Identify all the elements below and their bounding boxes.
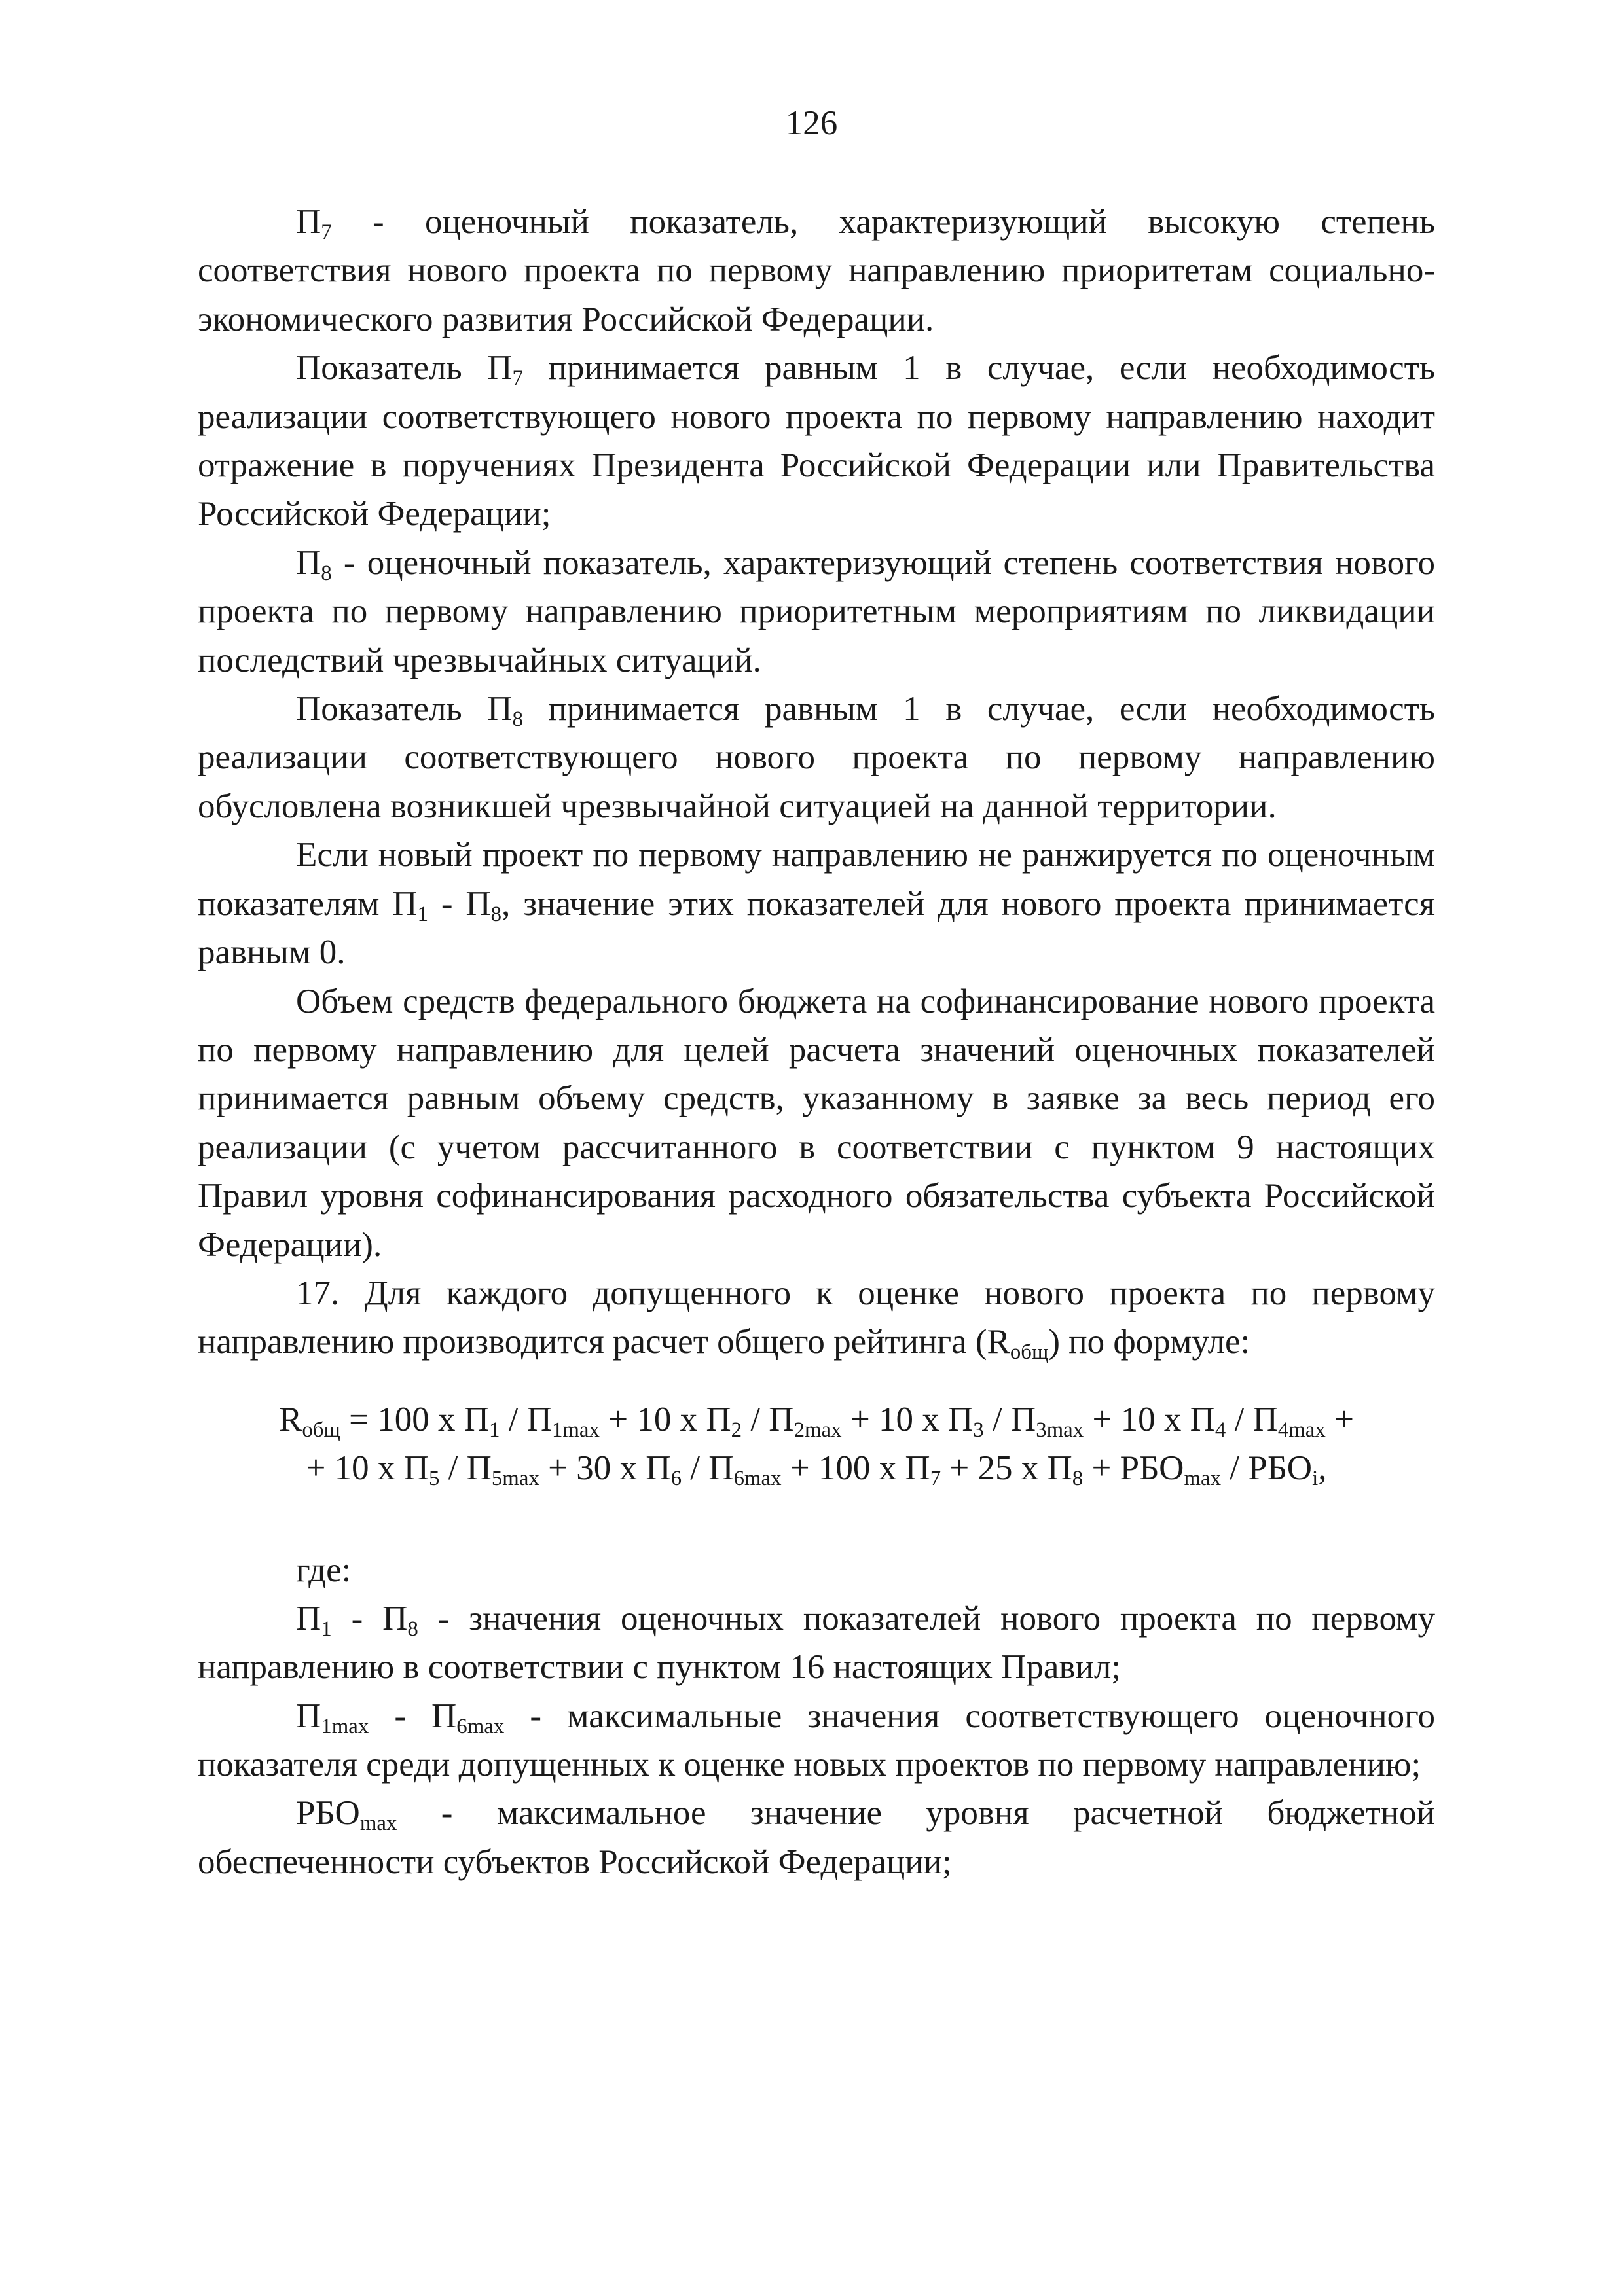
formula-part: + РБО (1083, 1448, 1184, 1487)
paragraph-text: принимается равным 1 в случае, если необходимость реализации соответствующего нового проекта по первому направлению находит отражение в поручениях Президента Российской Федерации или Правительства Российской Федерации; (198, 349, 1444, 533)
rating-formula (198, 1395, 1435, 1492)
formula-subscript: 4max (1277, 1418, 1326, 1442)
paragraph-item-17 (198, 1269, 1444, 1367)
formula-part: / РБО (1221, 1448, 1313, 1487)
formula-subscript: 1 (489, 1418, 500, 1442)
paragraph-text: Если новый проект по первому направлению не ранжируется по оценочным показателям П (198, 836, 1444, 923)
formula-subscript: 4 (1214, 1418, 1226, 1442)
symbol: П (296, 1599, 321, 1638)
page-number: 126 (785, 104, 838, 142)
formula-subscript: 5 (428, 1466, 440, 1490)
symbol: - П (331, 1599, 408, 1638)
subscript: 7 (512, 367, 523, 391)
formula-part: / П (742, 1400, 794, 1439)
formula-part: / П (682, 1448, 734, 1487)
subscript: 8 (490, 902, 502, 926)
formula-part: + 100 х П (781, 1448, 930, 1487)
subscript: 8 (407, 1617, 418, 1641)
paragraph-text: - оценочный показатель, характеризующий степень соответствия нового проекта по первому направлению приоритетным мероприятиям по ликвидации последствий чрезвычайных ситуаций. (198, 543, 1444, 679)
formula-subscript: 2max (793, 1418, 842, 1442)
formula-subscript: 8 (1072, 1466, 1084, 1490)
formula-part: + 30 х П (539, 1448, 671, 1487)
formula-subscript: общ (302, 1418, 340, 1442)
paragraph-text: Показатель П (296, 690, 513, 728)
subscript: 7 (321, 221, 332, 245)
paragraph-not-ranked (198, 831, 1444, 977)
subscript: 8 (512, 708, 523, 732)
formula-subscript: 1max (551, 1418, 600, 1442)
formula-subscript: max (1184, 1466, 1222, 1490)
formula-part: + 10 х П (841, 1400, 974, 1439)
formula-part: + 10 х П (306, 1448, 429, 1487)
subscript: общ (1010, 1340, 1049, 1365)
formula-subscript: 2 (731, 1418, 742, 1442)
symbol: П (296, 1696, 321, 1735)
paragraph-p7-definition (198, 198, 1444, 344)
symbol: П (296, 543, 321, 582)
definition-p1max-p6max (198, 1692, 1444, 1789)
paragraph-p7-rule (198, 344, 1444, 539)
formula-part: / П (1226, 1400, 1278, 1439)
paragraph-text: - максимальные значения соответствующего оценочного показателя среди допущенных к оценке новых проектов по первому направлению; (198, 1696, 1444, 1784)
symbol: П (296, 203, 321, 241)
where-label: где: (296, 1551, 352, 1589)
paragraph-p8-definition (198, 539, 1444, 685)
formula-line-2 (198, 1444, 1435, 1492)
formula-part: + (1325, 1400, 1354, 1439)
subscript: 6max (456, 1714, 505, 1738)
formula-subscript: 5max (491, 1466, 539, 1490)
formula-subscript: 6 (670, 1466, 682, 1490)
formula-subscript: i (1312, 1466, 1319, 1490)
symbol: РБО (296, 1794, 360, 1833)
formula-part: , (1318, 1448, 1327, 1487)
paragraph-p8-rule (198, 685, 1444, 831)
document-body (198, 198, 1444, 1886)
paragraph-text: - максимальное значение уровня расчетной бюджетной обеспеченности субъектов Российской Федерации; (198, 1794, 1444, 1881)
formula-part: + 10 х П (1084, 1400, 1215, 1439)
formula-subscript: 7 (930, 1466, 941, 1490)
subscript: 1max (321, 1714, 369, 1738)
paragraph-text: - значения оценочных показателей нового проекта по первому направлению в соответствии с пунктом 16 настоящих Правил; (198, 1599, 1444, 1687)
definition-rbo-max (198, 1789, 1444, 1886)
subscript: 8 (321, 562, 332, 586)
paragraph-text: 17. Для каждого допущенного к оценке нового проекта по первому направлению производится расчет общего рейтинга (R (198, 1274, 1444, 1361)
paragraph-text: Показатель П (296, 349, 513, 387)
paragraph-text: принимается равным 1 в случае, если необходимость реализации соответствующего нового проекта по первому направлению обусловлена возникшей чрезвычайной ситуацией на данной территории. (198, 690, 1444, 825)
paragraph-budget-volume: Объем средств федерального бюджета на софинансирование нового проекта по первому направлению для целей расчета значений оценочных показателей принимается равным объему средств, указанному в заявке за весь период его реализации (с учетом рассчитанного в соответствии с пунктом 9 настоящих Правил уровня софинансирования расходного обязательства субъекта Российской Федерации). (198, 982, 1435, 1264)
formula-part: = 100 х П (340, 1400, 489, 1439)
formula-line-1 (198, 1395, 1435, 1444)
formula-subscript: 3 (973, 1418, 984, 1442)
formula-subscript: 6max (733, 1466, 782, 1490)
formula-part: R (279, 1400, 302, 1439)
paragraph-text: - П (428, 884, 491, 923)
definition-p1-p8 (198, 1594, 1444, 1692)
subscript: 1 (321, 1617, 332, 1641)
formula-part: / П (439, 1448, 492, 1487)
paragraph-text: ) по формуле: (1048, 1323, 1250, 1361)
subscript: 1 (417, 902, 429, 926)
formula-part: / П (500, 1400, 552, 1439)
symbol: - П (369, 1696, 457, 1735)
paragraph-text: , значение этих показателей для нового проекта принимается равным 0. (198, 884, 1444, 972)
paragraph-text: - оценочный показатель, характеризующий высокую степень соответствия нового проекта по первому направлению приоритетам социально-экономического развития Российской Федерации. (198, 203, 1444, 338)
subscript: max (359, 1812, 397, 1836)
formula-subscript: 3max (1036, 1418, 1084, 1442)
formula-part: / П (983, 1400, 1036, 1439)
formula-part: + 10 х П (599, 1400, 731, 1439)
formula-part: + 25 х П (941, 1448, 1072, 1487)
